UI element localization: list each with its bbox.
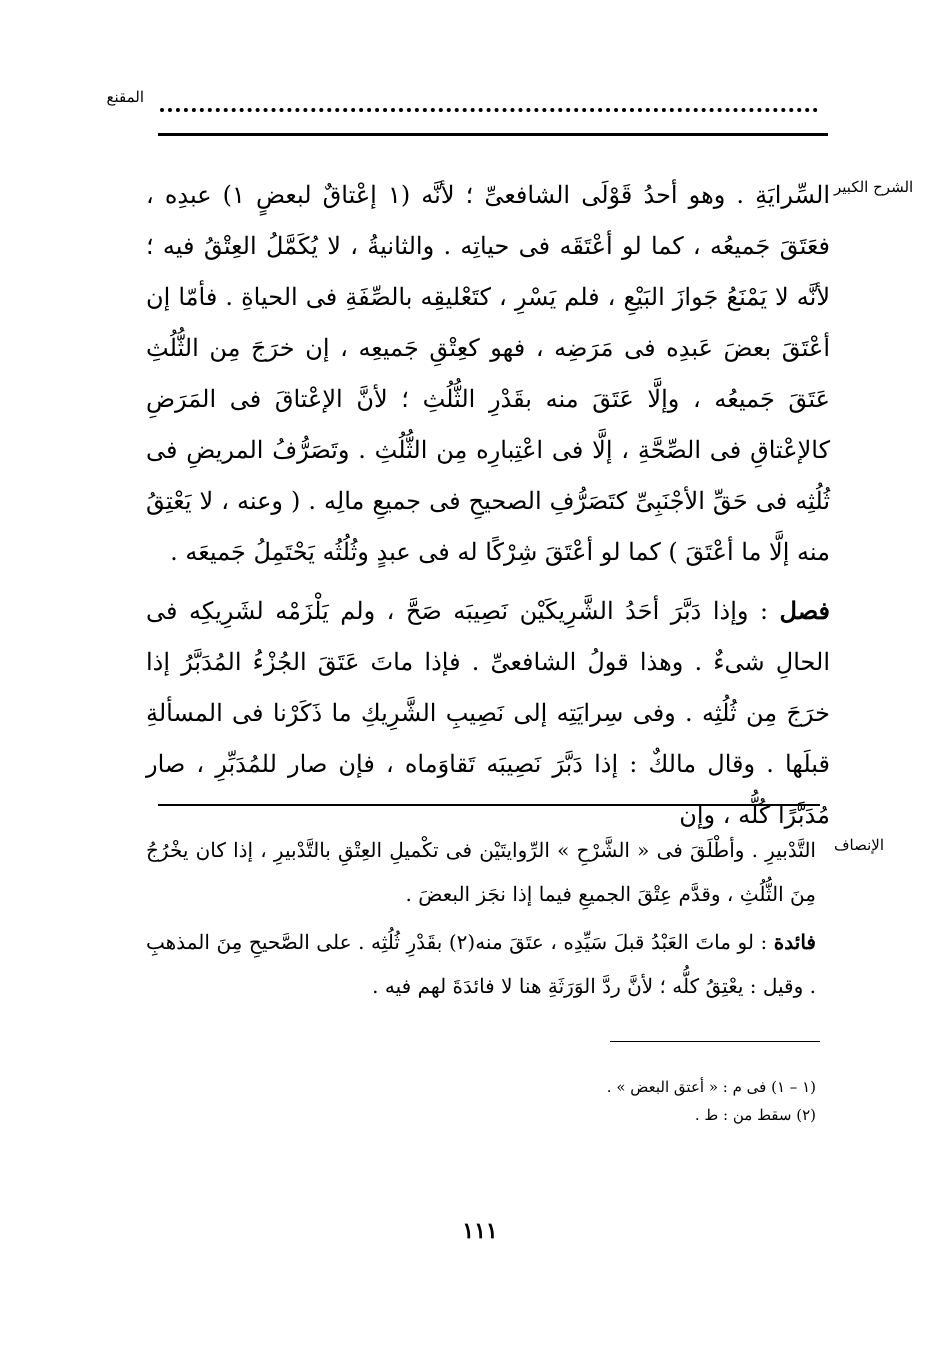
book-title: المقنع — [106, 88, 144, 106]
fasl-paragraph — [146, 585, 830, 841]
faida-text: : لو ماتَ العَبْدُ قبلَ سَيِّدِه ، عتَقَ منه(٢) بقَدْرِ ثُلُثِه . على الصَّحيحِ مِنَ المذهبِ . وقيل : يعْتِقُ كلُّه ؛ لأنَّ ردَّ الوَرَثَةِ هنا لا فائدَةَ لهم فيه . — [146, 930, 816, 998]
faida-label: فائدة — [773, 930, 816, 954]
fasl-text: : وإذا دَبَّرَ أحَدُ الشَّرِيكَيْن نَصِيبَه صَحَّ ، ولم يَلْزَمْه لشَرِيكِه فى الحالِ شىءٌ . وهذا قولُ الشافعىِّ . فإذا ماتَ عَتَقَ الجُزْءُ المُدَبَّرُ إذا خرَجَ مِن ثُلُثِه . وفى سِرايَتِه إلى نَصِيبِ الشَّرِيكِ ما ذَكَرْنا فى المسألةِ قبلَها . وقال مالكٌ : إذا دَبَّرَ نَصِيبَه تَقاوَماه ، فإن صار للمُدَبِّرِ ، صار مُدَبَّرًا كُلُّه ، وإن — [146, 597, 830, 829]
footnote-rule — [610, 1041, 820, 1042]
fasl-label: فصل — [779, 596, 830, 625]
page-number: ١١١ — [462, 1218, 498, 1244]
margin-label-sharh: الشرح الكبير — [834, 178, 914, 196]
footnote-1: (١ – ١) فى م : « أعتق البعض » . — [606, 1078, 816, 1096]
margin-label-insaf: الإنصاف — [834, 836, 885, 854]
insaf-paragraph-2 — [146, 920, 816, 1008]
footnote-2: (٢) سقط من : ط . — [694, 1106, 816, 1124]
insaf-paragraph-1: التَّدْبيرِ . وأطْلَقَ فى « الشَّرْحِ » الرِّوايتَيْن فى تكْميلِ العِتْقِ بالتَّدْبيرِ ، إذا كان يخْرُجُ مِنَ الثُّلُثِ ، وقدَّم عِتْقَ الجميعِ فيما إذا نجَز البعضَ . — [146, 838, 816, 906]
sharh-paragraph: السِّرايَةِ . وهو أحدُ قَوْلَى الشافعىِّ ؛ لأنَّه (١ إعْتاقٌ لبعضٍ ١) عبدِه ، فعَتَقَ جَميعُه ، كما لو أعْتَقَه فى حياتِه . والثانيةُ ، لا يُكَمَّلُ العِتْقُ فيه ؛ لأنَّه لا يَمْنَعُ جَوازَ البَيْعِ ، فلم يَسْرِ ، كتَعْليقِه بالصِّفَةِ فى الحياةِ . فأمّا إن أعْتَقَ بعضَ عَبدِه فى مَرَضِه ، فهو كعِتْقِ جَميعِه ، إن خرَجَ مِن الثُّلُثِ عَتَقَ جَميعُه ، وإلَّا عَتَقَ منه بقَدْرِ الثُّلُثِ ؛ لأنَّ الإعْتاقَ فى المَرَضِ كالإعْتاقِ فى الصِّحَّةِ ، إلَّا فى اعْتِبارِه مِن الثُّلُثِ . وتَصَرُّفُ المريضِ فى ثُلُثِه فى حَقِّ الأجْنَبِىِّ كتَصَرُّفِ الصحيحِ فى جميعِ مالِه . ( وعنه ، لا يَعْتِقُ منه إلَّا ما أعْتَقَ ) كما لو أعْتَقَ شِرْكًا له فى عبدٍ وثُلُثُه يَحْتَمِلُ جَميعَه . — [146, 181, 830, 566]
section-divider — [158, 804, 820, 806]
dotted-divider — [160, 108, 818, 112]
header-rule — [158, 133, 828, 136]
